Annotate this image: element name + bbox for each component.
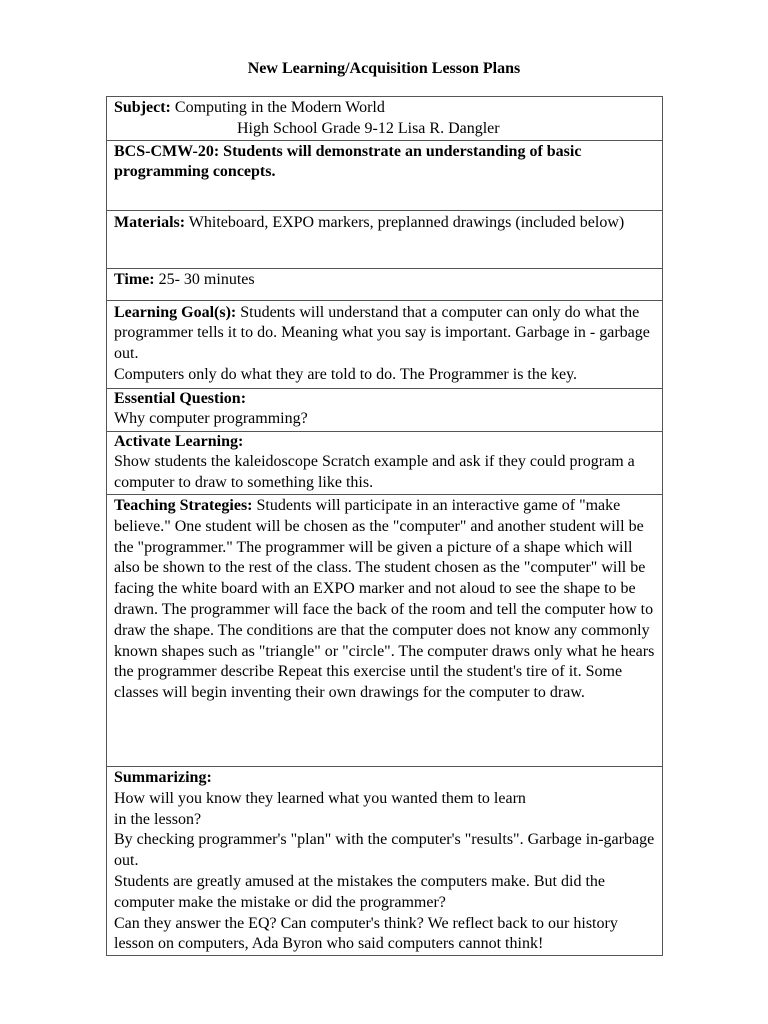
subject-label: Subject: — [114, 99, 171, 116]
teaching-strategies-row — [107, 494, 663, 766]
standard-text: BCS-CMW-20: Students will demonstrate an understanding of basic programming concepts. — [114, 142, 582, 181]
time-value: 25- 30 minutes — [154, 270, 255, 288]
activate-learning-value: Show students the kaleidoscope Scratch example and ask if they could program a computer to draw to something like this. — [114, 453, 635, 492]
standard-row — [107, 140, 663, 210]
document-title: New Learning/Acquisition Lesson Plans — [247, 60, 521, 77]
standard-cell — [107, 140, 663, 210]
essential-question-value: Why computer programming? — [114, 410, 308, 428]
activate-learning-row — [107, 431, 663, 494]
summarizing-row — [107, 766, 663, 955]
summarizing-line2: in the lesson? — [114, 810, 202, 828]
materials-value: Whiteboard, EXPO markers, preplanned drawings (included below) — [185, 213, 625, 231]
summarizing-line1: How will you know they learned what you wanted them to learn — [114, 789, 526, 807]
teaching-strategies-cell — [107, 494, 663, 766]
time-row — [107, 268, 663, 300]
summarizing-line3: By checking programmer's "plan" with the computer's "results". Garbage in-garbage out. — [114, 831, 655, 870]
essential-question-cell — [107, 388, 663, 431]
learning-goal-row — [107, 300, 663, 388]
essential-question-label: Essential Question: — [114, 389, 247, 407]
subject-value: Computing in the Modern World — [170, 99, 385, 116]
learning-goal-value: Students will understand that a computer can only do what the programmer tells it to do. Meaning what you say is important. Garbage in - garbage out. — [114, 303, 650, 363]
teaching-strategies-value: Students will participate in an interactive game of "make believe." One student will be chosen as the "computer" and another student will be the "programmer." The programmer will be given a picture of a shape which will also be shown to the rest of the class. The student chosen as the "computer" will be facing the white board with an EXPO marker and not aloud to see the shape to be drawn. The programmer will face the back of the room and tell the computer how to draw the shape. The conditions are that the computer does not know any commonly known shapes such as "triangle" or "circle". The computer draws only what he hears the programmer describe Repeat this exercise until the student's tire of it. Some classes will begin inventing their own drawings for the computer to draw. — [114, 496, 655, 702]
activate-learning-cell — [107, 431, 663, 494]
lesson-plan-table — [106, 96, 663, 956]
subject-cell — [107, 97, 663, 141]
learning-goal-label: Learning Goal(s): — [114, 303, 237, 321]
essential-question-row — [107, 388, 663, 431]
teaching-strategies-label: Teaching Strategies: — [114, 496, 253, 514]
learning-goal-cell — [107, 300, 663, 388]
materials-cell — [107, 210, 663, 268]
activate-learning-label: Activate Learning: — [114, 432, 244, 450]
summarizing-line4: Students are greatly amused at the mistakes the computers make. But did the computer make the mistake or did the programmer? — [114, 872, 605, 911]
materials-label: Materials: — [114, 213, 186, 231]
materials-row — [107, 210, 663, 268]
time-cell — [107, 268, 663, 300]
learning-goal-line2: Computers only do what they are told to do. The Programmer is the key. — [114, 365, 578, 383]
summarizing-line5: Can they answer the EQ? Can computer's think? We reflect back to our history lesson on computers, Ada Byron who said computers cannot think! — [114, 914, 618, 953]
subject-grade-author: High School Grade 9-12 Lisa R. Dangler — [237, 119, 500, 137]
subject-row — [107, 97, 663, 141]
summarizing-cell — [107, 766, 663, 955]
time-label: Time: — [114, 270, 155, 288]
summarizing-label: Summarizing: — [114, 768, 212, 786]
